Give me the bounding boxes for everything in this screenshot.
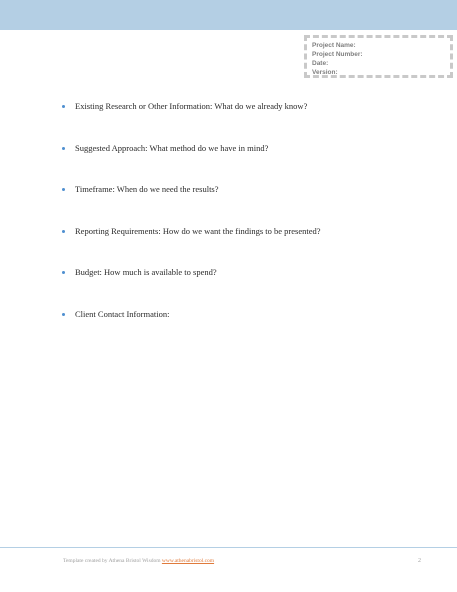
footer-credit <box>63 558 214 564</box>
header-band <box>0 0 457 30</box>
bullet-icon <box>62 188 65 191</box>
list-item <box>62 99 307 113</box>
project-number-label: Project Number: <box>312 51 363 58</box>
footer-rule <box>0 547 457 548</box>
list-item-text: Suggested Approach: What method do we have in mind? <box>75 143 269 153</box>
list-item-text: Reporting Requirements: How do we want the findings to be presented? <box>75 226 321 236</box>
page-number: 2 <box>418 558 421 564</box>
bullet-icon <box>62 147 65 150</box>
project-info-box <box>304 35 453 78</box>
bullet-icon <box>62 230 65 233</box>
date-label: Date: <box>312 60 329 67</box>
project-name-label: Project Name: <box>312 42 356 49</box>
footer-link[interactable]: www.athenabristol.com <box>161 558 215 564</box>
bullet-icon <box>62 271 65 274</box>
list-item <box>62 265 217 279</box>
list-item <box>62 307 169 321</box>
list-item <box>62 224 321 238</box>
list-item <box>62 182 219 196</box>
version-label: Version: <box>312 69 338 76</box>
list-item-text: Budget: How much is available to spend? <box>75 267 217 277</box>
bullet-icon <box>62 105 65 108</box>
footer-credit-text: Template created by Athena Bristol Wisdom <box>63 558 161 564</box>
list-item-text: Existing Research or Other Information: What do we already know? <box>75 101 308 111</box>
bullet-icon <box>62 313 65 316</box>
list-item-text: Client Contact Information: <box>75 309 170 319</box>
list-item-text: Timeframe: When do we need the results? <box>75 184 219 194</box>
list-item <box>62 141 268 155</box>
